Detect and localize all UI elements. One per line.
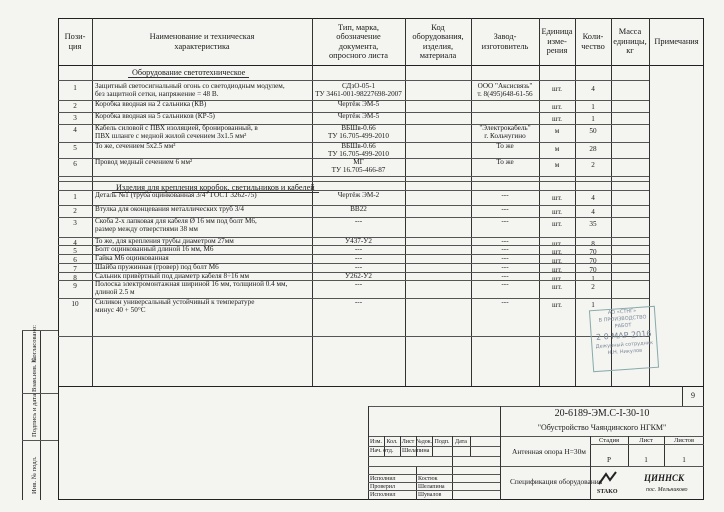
row-quantity: 4 — [591, 208, 595, 216]
row-type-line: ВВ22 — [350, 205, 367, 213]
section-rule — [58, 190, 649, 191]
row-name-line: То же, для крепления трубы диаметром 27мм — [95, 237, 234, 245]
row-quantity: 50 — [589, 127, 597, 135]
side-sign-date: Подпись и дата — [31, 393, 38, 437]
row-quantity: 2 — [591, 283, 595, 291]
tb-header-cell: Подп. — [434, 439, 450, 445]
sheet-value: 1 — [644, 456, 648, 464]
tb-col-line — [416, 466, 417, 500]
side-strip-line — [22, 393, 58, 394]
row-position: 5 — [73, 247, 77, 255]
tb-role: Проверил — [370, 484, 395, 490]
row-type-line: СДзО-05-1 — [341, 82, 376, 90]
tb-name: Шелапина — [418, 484, 445, 490]
row-quantity: 1 — [591, 115, 595, 123]
row-type-line: --- — [354, 217, 363, 225]
doc-code: 20-6189-ЭМ.С-I-30-10 — [554, 408, 650, 419]
titleblock-rule — [500, 466, 704, 467]
row-quantity: 35 — [589, 220, 597, 228]
row-maker-line: ООО "Аксисвязь" — [477, 82, 533, 90]
row-name-line: размер между отверстиями 38 мм — [95, 225, 198, 233]
project-name: "Обустройство Чаяндинского НГКМ" — [537, 423, 667, 432]
side-strip-line — [22, 330, 58, 331]
titleblock-mid — [500, 406, 501, 500]
logo-text: STAKO — [597, 489, 618, 495]
approval-stamp — [589, 306, 659, 372]
sheet-label: Лист — [639, 437, 653, 444]
tb-role: Исполнил — [370, 492, 396, 498]
tb-head-name: Шелапина — [402, 447, 430, 454]
row-name-line: без защитной сетки, напряжение = 48 В. — [95, 90, 219, 98]
row-name-line: ПВХ шланге с медной жилой сечением 3х1.5 мм² — [95, 132, 247, 140]
row-name-line: Гайка М6 оцинкованная — [95, 254, 169, 262]
tb-header-cell: №док. — [416, 439, 433, 445]
row-name-line: Коробка вводная на 2 сальника (КВ) — [95, 100, 207, 108]
row-position: 8 — [73, 274, 77, 282]
row-type-line: Чертёж ЭМ-2 — [337, 191, 380, 199]
row-name-line: Полоска электромонтажная шириной 16 мм, толщиной 0.4 мм, — [95, 280, 288, 288]
row-position: 5 — [73, 144, 77, 152]
section-rule — [58, 80, 649, 81]
row-type-line: --- — [354, 254, 363, 262]
titleblock-left — [368, 406, 369, 500]
header-mass: Масса единицы, кг — [613, 27, 647, 56]
header-rule — [58, 65, 704, 66]
row-name-line: Сальник привёртный под диаметр кабеля 8÷16 мм — [95, 272, 250, 280]
row-position: 1 — [73, 193, 77, 201]
tb-header-cell: Изм. — [370, 439, 382, 445]
row-type-line: У437-У2 — [345, 237, 372, 245]
row-type-line: У262-У2 — [345, 272, 372, 280]
row-quantity: 2 — [591, 161, 595, 169]
row-name-line: Силикон универсальный устойчивый к температуре — [95, 298, 255, 306]
header-maker: Завод- изготовитель — [481, 32, 529, 51]
row-type-line: --- — [354, 245, 363, 253]
row-maker-line: --- — [501, 263, 509, 271]
object-name: Антенная опора Н=30м — [512, 447, 586, 456]
row-type-line: ВБШв-0.66 — [341, 124, 376, 132]
row-type-line: ТУ 16.705-499-2010 — [328, 132, 389, 140]
row-quantity: 1 — [591, 301, 595, 309]
titleblock-line — [590, 436, 591, 500]
row-name-line: длиной 2.5 м — [95, 288, 135, 296]
row-unit: шт. — [552, 257, 562, 265]
side-strip-line — [40, 330, 41, 500]
col-line — [92, 18, 93, 386]
tb-col-line — [452, 456, 453, 500]
row-quantity: 1 — [591, 103, 595, 111]
row-maker-line: --- — [501, 217, 509, 225]
section-lighting-title: Оборудование светотехническое — [128, 68, 249, 77]
row-maker-line: --- — [501, 254, 509, 262]
tb-row-line — [368, 466, 500, 467]
row-unit: шт. — [552, 194, 562, 202]
row-position: 4 — [73, 239, 77, 247]
row-unit: шт. — [552, 208, 562, 216]
side-replaced-inv: Взам.инв. № — [31, 356, 38, 392]
table-bottom-rule — [58, 386, 704, 387]
row-maker-line: --- — [501, 245, 509, 253]
row-type-line: Чертёж ЭМ-5 — [337, 100, 380, 108]
row-maker-line: --- — [501, 237, 509, 245]
stamp-line: Н.Н. Никулов — [607, 347, 643, 357]
col-line — [575, 18, 576, 386]
row-name-line: Провод медный сечением 6 мм² — [95, 158, 193, 166]
row-unit: шт. — [552, 220, 562, 228]
row-position: 4 — [73, 126, 77, 134]
row-type-line: --- — [354, 263, 363, 271]
section-fasteners-title: Изделия для крепления коробок, светильников и кабелей — [112, 183, 319, 192]
row-quantity: 4 — [591, 85, 595, 93]
row-position: 2 — [73, 207, 77, 215]
row-name-line: минус 40 + 50°С — [95, 306, 146, 314]
col-line — [539, 18, 540, 386]
sheets-label: Листов — [673, 437, 695, 444]
row-name-line: Деталь №1 (труба оцинкованная 3/4" ГОСТ 3262-75) — [95, 191, 257, 199]
row-unit: м — [554, 145, 560, 153]
row-type-line: МГ — [353, 158, 364, 166]
stamp-line: АО «СТНГ» — [607, 308, 637, 317]
row-position: 7 — [73, 265, 77, 273]
col-line — [471, 18, 472, 386]
row-unit: м — [554, 161, 560, 169]
stamp-line: Дежурный сотрудник — [595, 339, 654, 350]
row-position: 1 — [73, 84, 77, 92]
row-position: 6 — [73, 160, 77, 168]
row-rule — [58, 176, 649, 177]
stage-value: Р — [607, 456, 611, 464]
sheets-value: 1 — [682, 456, 686, 464]
row-name-line: Шайба пружинная (гровер) под болт М6 — [95, 263, 219, 271]
row-type-line: ТУ 16.705-499-2010 — [328, 150, 389, 158]
row-unit: шт. — [552, 275, 562, 283]
row-name-line: То же, сечением 5х2.5 мм² — [95, 142, 176, 150]
row-quantity: 4 — [591, 194, 595, 202]
row-quantity: 1 — [591, 275, 595, 283]
row-unit: шт. — [552, 266, 562, 274]
col-line — [312, 18, 313, 386]
header-type: Тип, марка, обозначение документа, опросного листа — [328, 22, 388, 60]
header-note: Примечания — [654, 36, 699, 46]
tb-head-role: Нач. отд. — [370, 447, 394, 454]
tb-header-cell: Лист — [401, 439, 415, 445]
row-quantity: 8 — [591, 240, 595, 248]
row-name-line: Коробка вводная на 5 сальников (КР-5) — [95, 112, 215, 120]
stage-label: Стадия — [598, 437, 620, 444]
row-name-line: Болт оцинкованный длиной 16 мм, М6 — [95, 245, 214, 253]
row-maker-line: --- — [501, 298, 509, 306]
row-maker-line: То же — [496, 142, 514, 150]
header-name: Наименование и техническая характеристика — [149, 32, 255, 51]
row-unit: м — [554, 127, 560, 135]
section-rule — [58, 181, 649, 182]
row-quantity: 70 — [589, 257, 597, 265]
side-inv-no: Инв. № подл. — [31, 456, 38, 494]
tb-header-cell: Дата — [455, 439, 467, 445]
header-unit: Единица изме- рения — [541, 27, 573, 56]
row-maker-line: То же — [496, 158, 514, 166]
side-agreed: Согласовано: — [31, 324, 38, 362]
col-line — [405, 18, 406, 386]
row-maker-line: --- — [501, 205, 509, 213]
row-quantity: 28 — [589, 145, 597, 153]
side-strip-line — [22, 440, 58, 441]
row-position: 3 — [73, 114, 77, 122]
tb-name: Шувалов — [418, 492, 442, 498]
side-strip-line — [22, 330, 23, 500]
row-unit: шт. — [552, 115, 562, 123]
row-maker-line: --- — [501, 191, 509, 199]
row-position: 10 — [71, 300, 79, 308]
company-name: ЦИННСК — [644, 473, 685, 483]
row-type-line: ВБШв-0.66 — [341, 142, 376, 150]
row-maker-line: г. Кольчугино — [484, 132, 526, 140]
row-unit: шт. — [552, 283, 562, 291]
row-quantity: 70 — [589, 266, 597, 274]
row-name-line: Защитный светосигнальный огонь со светодиодным модулем, — [95, 82, 285, 90]
row-maker-line: --- — [501, 280, 509, 288]
row-unit: шт. — [552, 240, 562, 248]
stamp-date: 2 0 МАР 2016 — [595, 329, 652, 342]
tb-role: Исполнил — [370, 476, 396, 482]
row-maker-line: "Электрокабель" — [479, 124, 531, 132]
row-position: 9 — [73, 282, 77, 290]
row-quantity: 70 — [589, 248, 597, 256]
row-type-line: Чертёж ЭМ-5 — [337, 112, 380, 120]
row-type-line: ТУ 3461-001-98227698-2007 — [315, 90, 402, 98]
header-qty: Коли- чество — [581, 32, 605, 51]
row-type-line: ТУ 16.705-466-87 — [331, 166, 386, 174]
row-maker-line: т. 8(495)648-61-56 — [477, 90, 533, 98]
row-position: 3 — [73, 219, 77, 227]
row-name-line: Втулка для оконцевания металлических труб 3/4 — [95, 205, 244, 213]
row-name-line: Кабель силовой с ПВХ изоляцией, бронированный, в — [95, 124, 258, 132]
stako-logo — [596, 470, 620, 490]
row-unit: шт. — [552, 248, 562, 256]
row-unit: шт. — [552, 103, 562, 111]
row-type-line: --- — [354, 280, 363, 288]
header-position: Пози- ция — [64, 32, 86, 51]
row-rule — [58, 336, 649, 337]
titleblock-top — [368, 406, 704, 407]
row-maker-line: --- — [501, 272, 509, 280]
row-name-line: Скоба 2-х лапковая для кабеля Ø 16 мм под болт М6, — [95, 217, 257, 225]
tb-name: Костюк — [418, 476, 438, 482]
stamp-line: В ПРОИЗВОДСТВО РАБОТ — [598, 314, 647, 330]
doc-name: Спецификация оборудования — [510, 477, 603, 486]
row-position: 6 — [73, 256, 77, 264]
tb-row-line — [368, 456, 500, 457]
row-position: 2 — [73, 102, 77, 110]
row-unit: шт. — [552, 301, 562, 309]
header-code: Код оборудования, изделия, материала — [412, 22, 464, 60]
row-unit: шт. — [552, 85, 562, 93]
company-location: пос. Мельниково — [646, 487, 688, 493]
sheet-number: 9 — [691, 391, 695, 400]
row-type-line: --- — [354, 298, 363, 306]
tb-header-cell: Кол. — [386, 439, 398, 445]
